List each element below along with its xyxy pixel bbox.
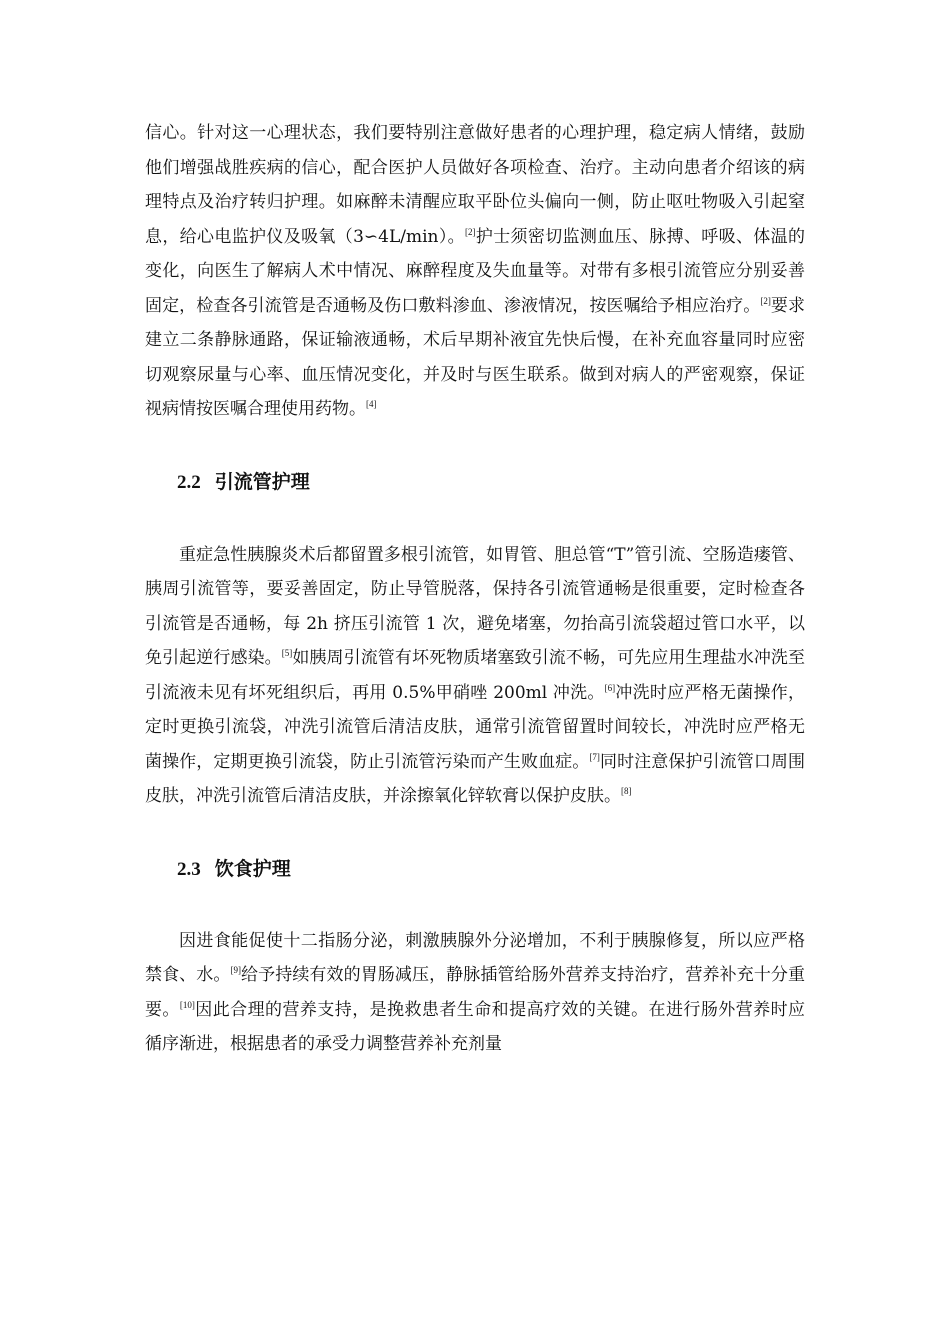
citation: [2] <box>760 295 771 306</box>
citation: [10] <box>179 999 195 1010</box>
text-segment: 冲洗时应严格无菌操作，定时更换引流袋，冲洗引流管后清洁皮肤，通常引流管留置时间较长，冲洗时应严格无菌操作，定期更换引流袋，防止引流管污染而产生败血症。 <box>145 682 805 772</box>
citation: [2] <box>465 226 476 237</box>
text-segment: 同时注意保护引流管口周围皮肤，冲洗引流管后清洁皮肤，并涂擦氧化锌软膏以保护皮肤。 <box>145 751 806 806</box>
citation: [9] <box>230 965 241 975</box>
section-heading-drainage <box>145 465 805 500</box>
text-segment: 因进食能促使十二指肠分泌，刺激胰腺外分泌增加，不利于胰腺修复，所以应严格禁食、水。 <box>145 930 805 985</box>
section-title: 饮食护理 <box>214 857 291 880</box>
text-segment: 重症急性胰腺炎术后都留置多根引流管，如胃管、胆总管“T”管引流、空肠造瘘管、胰周引流管等，要妥善固定，防止导管脱落，保持各引流管通畅是很重要，定时检查各引流管是否通畅，每 2h 挤压引流管 1 次，避免堵塞，勿抬高引流袋超过管口水平，以免引起逆行感染。 <box>145 544 805 668</box>
section-title: 引流管护理 <box>214 470 310 493</box>
section-number: 2.3 <box>177 858 201 880</box>
text-segment: 因此合理的营养支持，是挽救患者生命和提高疗效的关键。在进行肠外营养时应循序渐进，根据患者的承受力调整营养补充剂量 <box>145 999 806 1054</box>
diet-paragraph <box>145 924 805 1062</box>
drainage-paragraph <box>145 538 805 814</box>
section-heading-diet <box>145 852 805 887</box>
text-segment: 信心。针对这一心理状态，我们要特别注意做好患者的心理护理，稳定病人情绪，鼓励他们增强战胜疾病的信心，配合医护人员做好各项检查、治疗。主动向患者介绍该的病理特点及治疗转归护理。如麻醉未清醒应取平卧位头偏向一侧，防止呕吐物吸入引起窒息，给心电监护仪及吸氧（3∽4L/min）。 <box>145 123 805 247</box>
citation: [5] <box>281 648 293 658</box>
citation: [7] <box>589 751 600 762</box>
text-segment: 要求建立二条静脉通路，保证输液通畅，术后早期补液宜先快后慢，在补充血容量同时应密切观察尿量与心率、血压情况变化，并及时与医生联系。做到对病人的严密观察，保证视病情按医嘱合理使用药物。 <box>145 295 806 419</box>
citation: [8] <box>621 786 632 796</box>
intro-paragraph <box>145 116 805 427</box>
citation: [6] <box>604 682 616 693</box>
section-number: 2.2 <box>177 471 201 493</box>
text-segment: 给予持续有效的胃肠减压，静脉插管给肠外营养支持治疗，营养补充十分重要。 <box>145 965 806 1020</box>
text-segment: 如胰周引流管有坏死物质堵塞致引流不畅，可先应用生理盐水冲洗至引流液未见有坏死组织后，再用 0.5%甲硝唑 200ml 冲洗。 <box>145 648 806 703</box>
citation: [4] <box>366 399 377 409</box>
document-page <box>145 116 805 1062</box>
text-segment: 护士须密切监测血压、脉搏、呼吸、体温的变化，向医生了解病人术中情况、麻醉程度及失血量等。对带有多根引流管应分别妥善固定，检查各引流管是否通畅及伤口敷料渗血、渗液情况，按医嘱给予相应治疗。 <box>145 226 805 316</box>
